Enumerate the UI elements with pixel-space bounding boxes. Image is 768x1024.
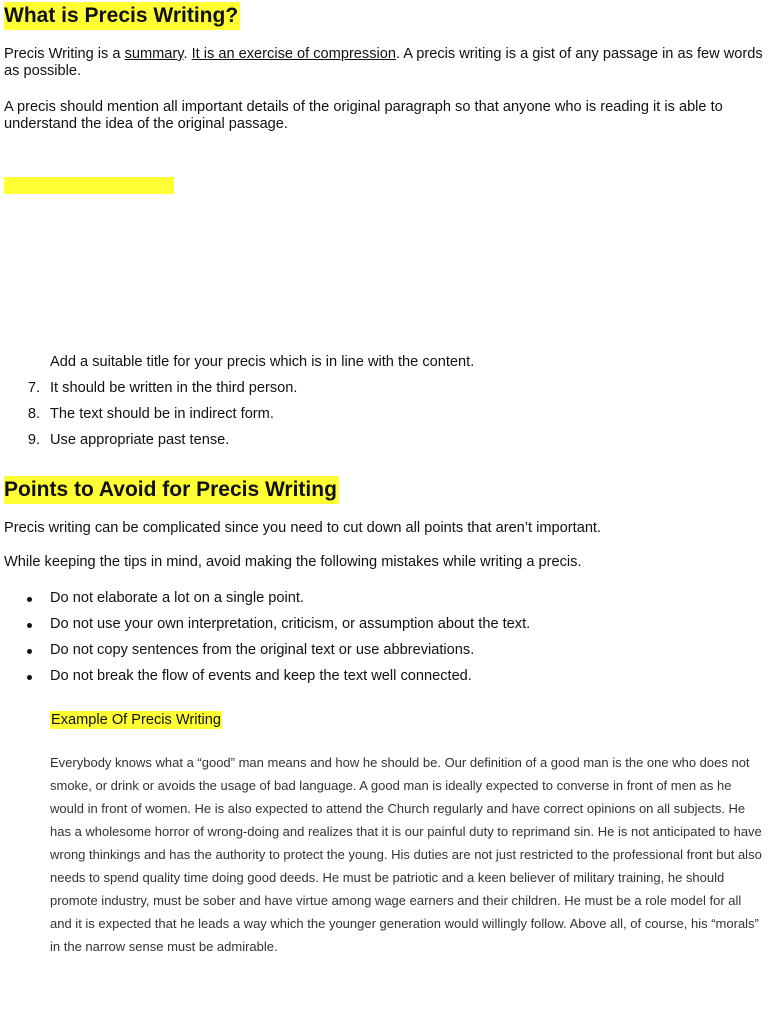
list-item (0, 404, 768, 430)
summary-link[interactable]: summary (124, 46, 184, 62)
example-paragraph: Everybody knows what a “good” man means and how he should be. Our definition of a good man is the one who does not smoke, or drink or avoids the usage of bad language. A good man is ideally expected to converse in front of men as he would in front of women. He is also expected to attend the Church regularly and have correct opinions on all subjects. He has a wholesome horror of wrong-doing and realizes that it is our painful duty to reprimand sin. He is not anticipated to have wrong thinkings and has the authority to protect the young. His duties are not just restricted to the professional front but also needs to spend quality time doing good deeds. He must be patriotic and a keen believer of military training, he should promote industry, must be sober and have virtue among wage earners and their children. He must be a role model for all and it is expected that he leads a way which the younger generation would willingly follow. Above all, of course, his “morals” in the narrow sense must be admirable. (50, 755, 762, 954)
compression-link[interactable]: It is an exercise of compression (191, 46, 396, 62)
list-item (0, 614, 768, 640)
list-item (0, 430, 768, 456)
list-item-text: Do not elaborate a lot on a single point. (50, 590, 304, 606)
list-number: 7. (27, 380, 40, 396)
list-number: 8. (27, 406, 40, 422)
bullet-icon (27, 597, 32, 602)
bullet-icon (27, 623, 32, 628)
avoid-list (0, 588, 768, 692)
list-item (0, 588, 768, 614)
bullet-icon (27, 675, 32, 680)
intro-text-start: Precis Writing is a (4, 46, 125, 62)
section-heading-what-is-precis: What is Precis Writing? (4, 2, 240, 30)
avoid-intro-paragraph: Precis writing can be complicated since you need to cut down all points that aren’t important. (4, 520, 602, 536)
list-item-text: Do not break the flow of events and keep the text well connected. (50, 668, 472, 684)
section-heading-points-to-avoid: Points to Avoid for Precis Writing (4, 476, 339, 504)
list-item (0, 352, 768, 378)
example-heading: Example Of Precis Writing (51, 712, 222, 728)
intro-text-end: . A precis writing is a gist of any passage in as few words as possible. (4, 46, 763, 79)
list-item-text: Use appropriate past tense. (50, 432, 230, 448)
list-item (0, 378, 768, 404)
tips-list (0, 352, 768, 456)
avoid-tips-paragraph: While keeping the tips in mind, avoid making the following mistakes while writing a precis. (4, 554, 582, 570)
details-paragraph: A precis should mention all important details of the original paragraph so that anyone who is reading it is able to understand the idea of the original passage. (4, 99, 723, 132)
list-item-text: Do not use your own interpretation, criticism, or assumption about the text. (50, 616, 531, 632)
list-item-text: Add a suitable title for your precis which is in line with the content. (50, 354, 475, 370)
list-item-text: Do not copy sentences from the original text or use abbreviations. (50, 642, 475, 658)
list-item (0, 666, 768, 692)
highlight-bar (4, 177, 174, 194)
list-item (0, 640, 768, 666)
intro-paragraph (4, 46, 764, 80)
list-item-text: It should be written in the third person. (50, 380, 298, 396)
list-item-text: The text should be in indirect form. (50, 406, 274, 422)
bullet-icon (27, 649, 32, 654)
list-number: 9. (27, 432, 40, 448)
intro-text-mid: . (183, 46, 192, 62)
